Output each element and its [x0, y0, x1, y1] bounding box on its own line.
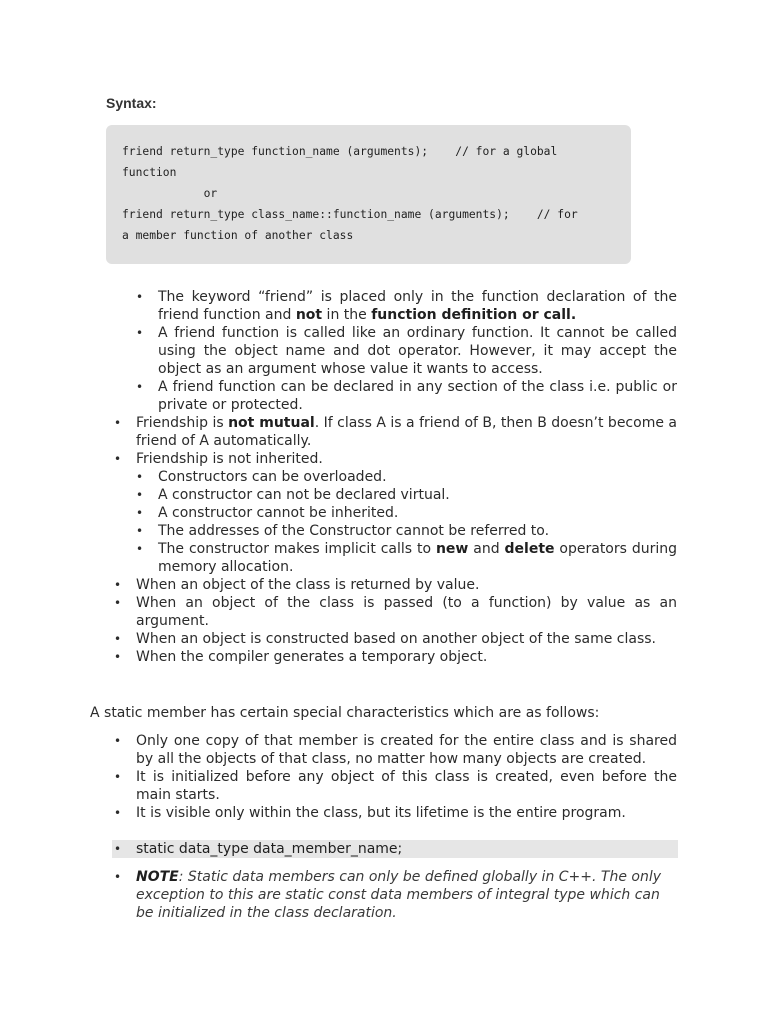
- text-span: in the: [322, 307, 372, 323]
- code-line: friend return_type class_name::function_name (arguments); // for: [122, 208, 578, 221]
- list-item: [158, 288, 677, 324]
- code-line: friend return_type function_name (arguments); // for a global: [122, 145, 558, 158]
- note-label: NOTE: [136, 869, 179, 885]
- list-item: • A friend function is called like an ordinary function. It cannot be called using the object name and dot operator. However, it may accept the object as an argument whose value it wants to access.: [158, 324, 677, 378]
- note-paragraph: [136, 868, 677, 922]
- list-item: • When the compiler generates a temporary object.: [136, 648, 677, 666]
- list-item: [158, 540, 677, 576]
- list-item: • When an object is constructed based on another object of the same class.: [136, 630, 677, 648]
- list-item: • A constructor can not be declared virtual.: [158, 486, 677, 504]
- bold-text: function definition or call.: [371, 307, 577, 323]
- list-item: • It is visible only within the class, but its lifetime is the entire program.: [136, 804, 677, 822]
- friendship-constructor-list: [136, 414, 677, 666]
- list-item: • Constructors can be overloaded.: [158, 468, 677, 486]
- list-item: • Only one copy of that member is created for the entire class and is shared by all the objects of that class, no matter how many objects are created.: [136, 732, 677, 768]
- list-item: • The addresses of the Constructor cannot be referred to.: [158, 522, 677, 540]
- bullet-glyph: •: [114, 842, 122, 856]
- code-line: function: [122, 166, 177, 179]
- static-declaration-syntax: static data_type data_member_name;: [136, 841, 403, 857]
- note-text: : Static data members can only be defined globally in C++. The only exception to this are static const data members of integral type which can be initialized in the class declaration.: [136, 869, 662, 921]
- list-item: • A constructor cannot be inherited.: [158, 504, 677, 522]
- code-line: or: [122, 187, 218, 200]
- bold-text: not mutual: [228, 415, 315, 431]
- text-span: . If class A is a friend of B, then B doesn’t become a friend of A automatically.: [136, 415, 677, 449]
- bold-text: not: [295, 307, 323, 323]
- static-member-list: [136, 732, 677, 822]
- list-item: • A friend function can be declared in any section of the class i.e. public or private or protected.: [158, 378, 677, 414]
- text-span: The constructor makes implicit calls to: [158, 541, 436, 557]
- text-span: operators during memory allocation.: [158, 541, 677, 575]
- bold-text: delete: [504, 541, 555, 557]
- list-item: • When an object of the class is passed (to a function) by value as an argument.: [136, 594, 677, 630]
- text-span: and: [468, 541, 505, 557]
- bullet-glyph: •: [114, 870, 122, 884]
- list-item: • When an object of the class is returned by value.: [136, 576, 677, 594]
- text-span: The keyword “friend” is placed only in the function declaration of the friend function and: [158, 289, 677, 323]
- friend-function-list: [158, 288, 677, 414]
- static-member-intro: A static member has certain special characteristics which are as follows:: [90, 705, 600, 721]
- text-span: Friendship is: [136, 415, 229, 431]
- list-item: [136, 414, 677, 450]
- bold-text: new: [435, 541, 469, 557]
- list-item: • It is initialized before any object of this class is created, even before the main starts.: [136, 768, 677, 804]
- code-block: [106, 125, 631, 264]
- list-item: • Friendship is not inherited.: [136, 450, 677, 468]
- code-line: a member function of another class: [122, 229, 354, 242]
- syntax-heading: Syntax:: [106, 95, 157, 111]
